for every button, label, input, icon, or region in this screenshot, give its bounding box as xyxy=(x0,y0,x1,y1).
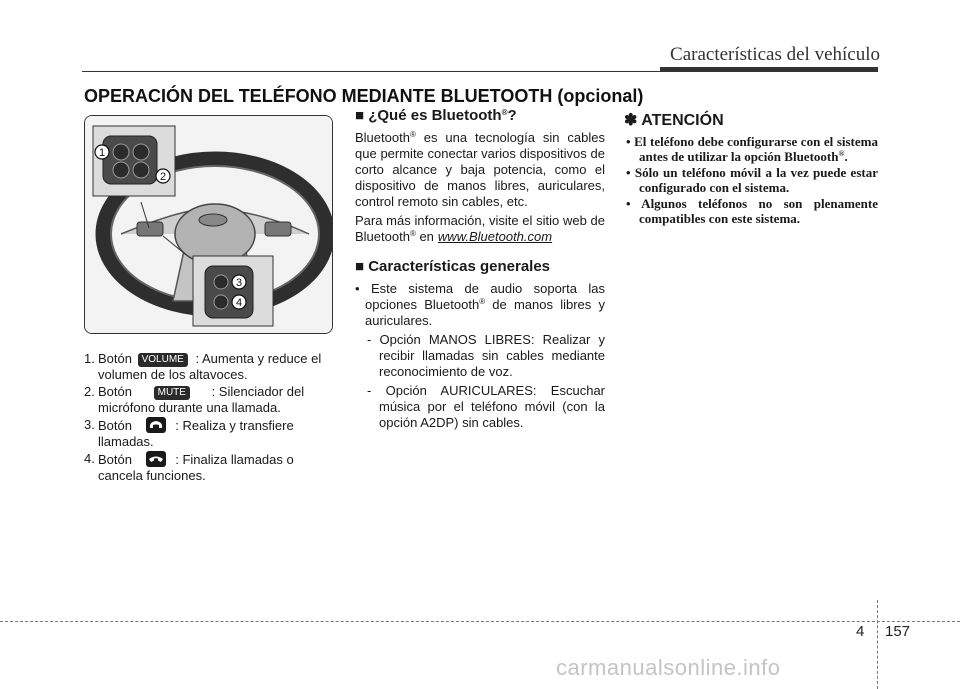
button-list xyxy=(84,351,334,485)
button-item-end xyxy=(84,451,334,484)
watermark: carmanualsonline.info xyxy=(556,655,781,680)
headset-option: - Opción AURICULARES: Escuchar música por el teléfono móvil (con la opción A2DP) sin cables. xyxy=(367,383,605,430)
svg-text:1: 1 xyxy=(98,147,106,159)
callout-4 xyxy=(232,295,246,309)
button-item-call xyxy=(84,417,334,450)
attention-column xyxy=(624,110,878,227)
item-desc-line1: : Finaliza llamadas o xyxy=(175,452,294,467)
footer-section-number: 4 xyxy=(856,623,865,640)
item-desc-line1: : Realiza y transfiere xyxy=(175,418,294,433)
general-bullet: • Este sistema de audio soporta las opciones Bluetooth® de manos libres y auriculares. xyxy=(355,281,605,328)
callout-1 xyxy=(95,145,109,159)
handsfree-option: - Opción MANOS LIBRES: Realizar y recibir llamadas sin cables mediante reconocimiento de voz. xyxy=(367,332,605,379)
footer-page-number: 157 xyxy=(885,623,911,640)
call-end-icon xyxy=(146,451,166,467)
item-desc-line2: cancela funciones. xyxy=(98,468,206,483)
mute-tag: MUTE xyxy=(154,386,190,400)
footer-divider xyxy=(0,621,960,622)
item-desc-line2: volumen de los altavoces. xyxy=(98,367,248,382)
what-is-heading: ■ ¿Qué es Bluetooth®? xyxy=(355,107,517,124)
item-prefix: Botón xyxy=(98,418,132,433)
item-prefix: Botón xyxy=(98,384,132,399)
callout-3 xyxy=(232,275,246,289)
svg-text:3: 3 xyxy=(235,277,243,289)
svg-text:4: 4 xyxy=(235,297,243,309)
attention-list xyxy=(624,134,878,226)
item-desc-line1: : Aumenta y reduce el xyxy=(195,351,322,366)
footer-vertical-divider xyxy=(877,600,878,689)
bluetooth-info-column xyxy=(355,108,605,434)
button-item-volume xyxy=(84,351,334,383)
call-answer-icon xyxy=(146,417,166,433)
steering-wheel-figure xyxy=(84,115,333,334)
item-number: 2. xyxy=(84,384,95,399)
header-rule-thin xyxy=(82,71,878,72)
item-prefix: Botón xyxy=(98,452,132,467)
item-prefix: Botón xyxy=(98,351,132,366)
section-title: OPERACIÓN DEL TELÉFONO MEDIANTE BLUETOOTH (opcional) xyxy=(84,86,644,106)
what-is-paragraph: Bluetooth® es una tecnología sin cables que permite conectar varios dispositivos de corto alcance y baja potencia, como el dispositivo de manos libres, auriculares, control remoto sin cables, etc. xyxy=(355,130,605,209)
item-number: 1. xyxy=(84,351,95,366)
item-desc-line1: : Silenciador del xyxy=(211,384,305,399)
attention-item-3: • Algunos teléfonos no son plenamente compatibles con este sistema. xyxy=(626,196,878,226)
attention-item-1: • El teléfono debe configurarse con el sistema antes de utilizar la opción Bluetooth®. xyxy=(626,134,878,164)
bluetooth-link[interactable]: www.Bluetooth.com xyxy=(437,229,553,244)
attention-heading: ✽ ATENCIÓN xyxy=(624,112,724,129)
more-info-paragraph: Para más información, visite el sitio web de Bluetooth® en www.Bluetooth.com xyxy=(355,213,605,244)
callout-2 xyxy=(156,169,170,183)
item-desc-line2: micrófono durante una llamada. xyxy=(98,400,281,415)
item-number: 4. xyxy=(84,451,95,466)
button-item-mute xyxy=(84,384,334,416)
steering-wheel-illustration xyxy=(85,116,333,334)
volume-tag: VOLUME xyxy=(138,353,188,367)
item-desc-line2: llamadas. xyxy=(98,434,154,449)
header-title: Características del vehículo xyxy=(670,44,880,65)
general-features-heading: ■ Características generales xyxy=(355,258,551,275)
svg-text:2: 2 xyxy=(159,171,167,183)
item-number: 3. xyxy=(84,417,95,432)
attention-item-2: • Sólo un teléfono móvil a la vez puede estar configurado con el sistema. xyxy=(626,165,878,195)
